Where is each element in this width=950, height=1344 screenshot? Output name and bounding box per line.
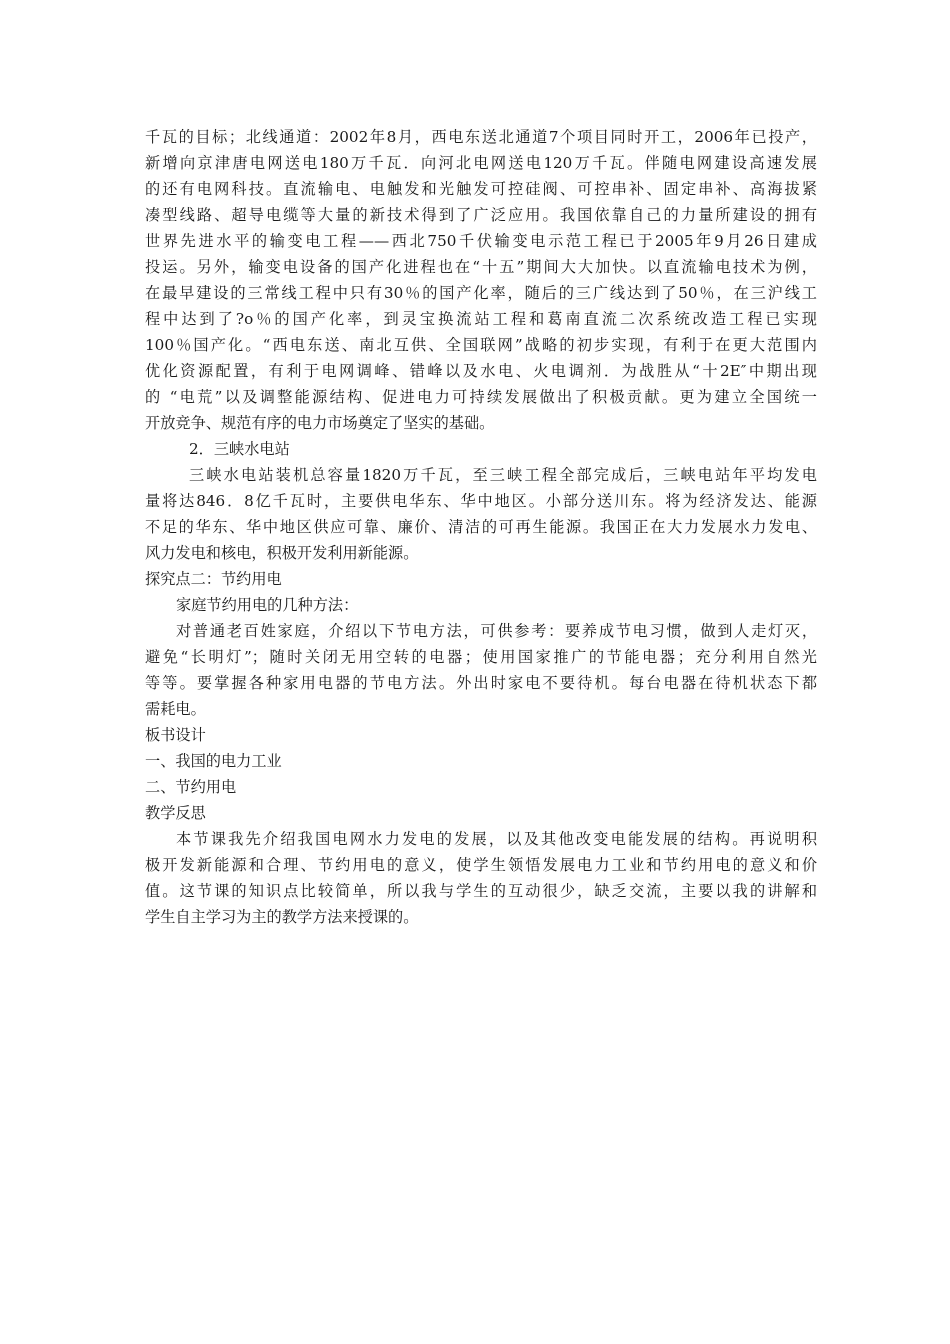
text-line: 学生自主学习为主的教学方法来授课的。 [145,908,419,926]
text-line: 量将达846．8亿千瓦时，主要供电华东、华中地区。小部分送川东。将为经济发达、能源 [145,492,817,510]
text-line: 投运。另外，输变电设备的国产化进程也在“十五”期间大大加快。以直流输电技术为例， [145,258,817,276]
subheading-saving-methods: 家庭节约用电的几种方法： [176,596,359,614]
text-line: 世界先进水平的输变电工程——西北750千伏输变电示范工程已于2005年9月26日建成 [145,232,817,250]
text-line: 优化资源配置，有利于电网调峰、错峰以及水电、火电调剂．为战胜从“十2E″中期出现 [145,362,817,380]
text-line: 凑型线路、超导电缆等大量的新技术得到了广泛应用。我国依靠自己的力量所建设的拥有 [145,206,817,224]
text-line: 三峡水电站装机总容量1820万千瓦，至三峡工程全部完成后，三峡电站年平均发电 [189,466,817,484]
text-line: 极开发新能源和合理、节约用电的意义，使学生领悟发展电力工业和节约用电的意义和价 [145,856,817,874]
text-line: 不足的华东、华中地区供应可靠、廉价、清洁的可再生能源。我国正在大力发展水力发电、 [145,518,817,536]
text-line: 的还有电网科技。直流输电、电触发和光触发可控硅阀、可控串补、固定串补、高海拔紧 [145,180,817,198]
text-line: 对普通老百姓家庭，介绍以下节电方法，可供参考：要养成节电习惯，做到人走灯灭， [176,622,817,640]
paragraph-grid-development [145,124,817,436]
board-item: 一、我国的电力工业 [145,752,282,770]
section-heading-reflection: 教学反思 [145,804,206,822]
text-line: 100％国产化。“西电东送、南北互供、全国联网”战略的初步实现，有利于在更大范围内 [145,336,817,354]
text-line: 千瓦的目标；北线通道：2002年8月，西电东送北通道7个项目同时开工，2006年已投产， [145,128,817,146]
section-heading-saving: 探究点二：节约用电 [145,570,282,588]
text-line: 值。这节课的知识点比较简单，所以我与学生的互动很少，缺乏交流，主要以我的讲解和 [145,882,817,900]
text-line: 风力发电和核电，积极开发利用新能源。 [145,544,419,562]
text-line: 新增向京津唐电网送电180万千瓦．向河北电网送电120万千瓦。伴随电网建设高速发展 [145,154,817,172]
text-line: 本节课我先介绍我国电网水力发电的发展，以及其他改变电能发展的结构。再说明积 [176,830,817,848]
text-line: 在最早建设的三常线工程中只有30％的国产化率，随后的三广线达到了50％，在三沪线工 [145,284,817,302]
paragraph-saving-methods [145,618,817,722]
text-line: 程中达到了?o％的国产化率，到灵宝换流站工程和葛南直流二次系统改造工程已实现 [145,310,817,328]
paragraph-reflection [145,826,817,930]
text-line: 等等。要掌握各种家用电器的节电方法。外出时家电不要待机。每台电器在待机状态下都 [145,674,817,692]
document-body [145,124,817,930]
text-line: 开放竞争、规范有序的电力市场奠定了坚实的基础。 [145,414,495,432]
section-heading-three-gorges: 2．三峡水电站 [189,440,290,458]
section-heading-board-design: 板书设计 [145,726,206,744]
text-line: 需耗电。 [145,700,206,718]
text-line: 避免“长明灯”；随时关闭无用空转的电器；使用国家推广的节能电器；充分利用自然光 [145,648,817,666]
board-item: 二、节约用电 [145,778,237,796]
paragraph-three-gorges [145,462,817,566]
text-line: 的 “电荒”以及调整能源结构、促进电力可持续发展做出了积极贡献。更为建立全国统一 [145,388,817,406]
